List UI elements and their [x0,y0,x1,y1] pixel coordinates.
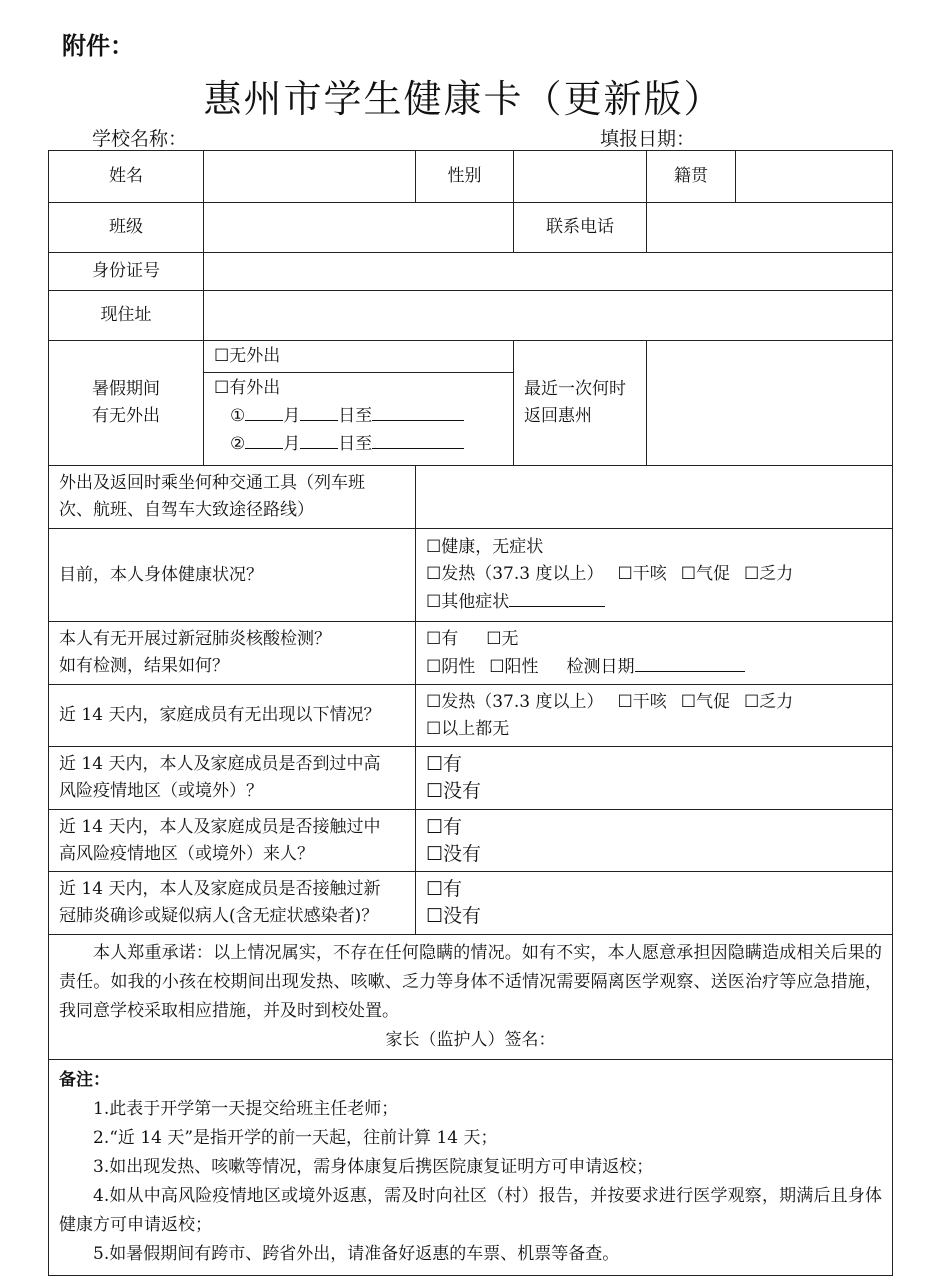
health-status-question: 目前，本人身体健康状况？ [49,529,416,622]
trip-2-prefix: ② [230,434,246,454]
risk-area-question-line2: 风险疫情地区（或境外）？ [59,781,263,801]
nucleic-test-question [49,622,416,685]
nucleic-test-question-line1: 本人有无开展过新冠肺炎核酸检测？ [59,629,331,649]
note-item: 4.如从中高风险疫情地区或境外返惠，需及时向社区（村）报告，并按要求进行医学观察，期满后且身体健康方可申请返校； [59,1186,882,1235]
risk-contact-question-line1: 近 14 天内，本人及家庭成员是否接触过中 [59,816,381,837]
note-item: 2.“近 14 天”是指开学的前一天起，往前计算 14 天； [93,1128,498,1148]
origin-field[interactable] [736,151,893,203]
note-item: 3.如出现发热、咳嗽等情况，需身体康复后携医院康复证明方可申请返校； [93,1157,654,1177]
nucleic-test-question-line2: 如有检测，结果如何？ [59,656,229,676]
summer-travel-label-line2: 有无外出 [92,406,160,426]
nucleic-test-options [416,622,893,685]
fatigue-checkbox[interactable]: ☐乏力 [744,564,794,584]
return-date-field[interactable] [647,341,893,466]
trip-2-month-label: 月 [283,434,301,454]
risk-area-yes-checkbox[interactable]: ☐有 [426,753,463,775]
positive-checkbox[interactable]: ☐阳性 [489,656,539,677]
case-contact-question [49,872,416,935]
family-symptom-options-row [426,689,886,716]
name-label: 姓名 [49,151,204,203]
trip-1-prefix: ① [230,406,246,426]
trip-1-row [214,402,513,430]
origin-label: 籍贯 [647,151,736,203]
summer-travel-label [49,341,204,466]
school-name-label: 学校名称： [92,128,188,150]
case-contact-question-line2: 冠肺炎确诊或疑似病人(含无症状感染者)？ [59,906,379,926]
risk-contact-question-line2: 高风险疫情地区（或境外）来人？ [59,843,314,864]
trip-1-month-label: 月 [283,406,301,426]
gender-label: 性别 [416,151,514,203]
family-symptoms-options [416,685,893,747]
risk-contact-question [49,810,416,872]
address-label: 现住址 [49,291,204,341]
case-contact-question-line1: 近 14 天内，本人及家庭成员是否接触过新 [59,879,381,899]
risk-area-question [49,747,416,810]
pledge-text: 本人郑重承诺：以上情况属实，不存在任何隐瞒的情况。如有不实，本人愿意承担因隐瞒造成相关后果的责任。如我的小孩在校期间出现发热、咳嗽、乏力等身体不适情况需要隔离医学观察、送医治疗等应急措施，我同意学校采取相应措施，并及时到校处置。 [59,943,882,1021]
no-travel-checkbox[interactable]: ☐无外出 [214,346,281,366]
has-travel-checkbox[interactable]: ☐有外出 [214,378,281,398]
notes-title: 备注： [59,1070,110,1090]
family-cough-checkbox[interactable]: ☐干咳 [617,691,667,712]
transport-question-line1: 外出及返回时乘坐何种交通工具（列车班 [59,473,365,493]
risk-area-question-line1: 近 14 天内，本人及家庭成员是否到过中高 [59,754,381,774]
transport-question-line2: 次、航班、自驾车大致途径路线） [59,500,314,520]
name-field[interactable] [204,151,416,203]
trip-1-day-label: 日至 [338,406,373,426]
trip-1-month-blank[interactable] [245,402,283,421]
family-fatigue-checkbox[interactable]: ☐乏力 [744,691,794,712]
trip-2-row [214,430,513,458]
transport-question [49,466,416,529]
class-label: 班级 [49,203,204,253]
summer-travel-options [204,341,514,466]
notes-section [49,1060,893,1276]
case-contact-yes-checkbox[interactable]: ☐有 [426,878,463,900]
healthy-checkbox[interactable]: ☐健康，无症状 [426,537,544,557]
gender-field[interactable] [514,151,647,203]
risk-contact-yes-checkbox[interactable]: ☐有 [426,815,463,838]
family-short-breath-checkbox[interactable]: ☐气促 [680,691,730,712]
cough-checkbox[interactable]: ☐干咳 [617,564,667,584]
test-no-checkbox[interactable]: ☐无 [486,628,519,649]
test-date-blank[interactable] [635,653,745,672]
other-symptoms-row [426,588,886,616]
trip-2-month-blank[interactable] [245,430,283,449]
other-symptoms-checkbox[interactable]: ☐其他症状 [426,592,510,612]
short-breath-checkbox[interactable]: ☐气促 [680,564,730,584]
other-symptoms-blank[interactable] [509,588,605,607]
trip-2-day-blank[interactable] [300,430,338,449]
phone-label: 联系电话 [514,203,647,253]
none-of-above-checkbox[interactable]: ☐以上都无 [426,718,510,739]
fill-date-label: 填报日期： [600,128,696,150]
summer-travel-label-line1: 暑假期间 [92,379,160,399]
trip-1-end-blank[interactable] [372,402,464,421]
class-field[interactable] [204,203,514,253]
health-status-options [416,529,893,622]
transport-answer-field[interactable] [416,466,893,529]
id-number-label: 身份证号 [49,253,204,291]
risk-area-no-checkbox[interactable]: ☐没有 [426,780,482,802]
family-symptoms-question: 近 14 天内，家庭成员有无出现以下情况？ [49,685,416,747]
trip-2-day-label: 日至 [338,434,373,454]
family-fever-checkbox[interactable]: ☐发热（37.3 度以上） [426,691,604,712]
nucleic-test-yes-no-row [426,626,886,653]
pledge-section [49,935,893,1060]
id-number-field[interactable] [204,253,893,291]
guardian-signature-label: 家长（监护人）签名： [385,1030,556,1050]
case-contact-options [416,872,893,935]
trip-2-end-blank[interactable] [372,430,464,449]
negative-checkbox[interactable]: ☐阴性 [426,656,476,677]
fever-checkbox[interactable]: ☐发热（37.3 度以上） [426,564,604,584]
address-field[interactable] [204,291,893,341]
risk-area-options [416,747,893,810]
attachment-label: 附件： [62,32,134,60]
risk-contact-options [416,810,893,872]
page-title: 惠州市学生健康卡（更新版） [203,77,724,121]
return-date-label-line1: 最近一次何时 [524,379,626,399]
case-contact-no-checkbox[interactable]: ☐没有 [426,905,482,927]
return-date-label [514,341,647,466]
test-yes-checkbox[interactable]: ☐有 [426,628,459,649]
trip-1-day-blank[interactable] [300,402,338,421]
note-item: 1.此表于开学第一天提交给班主任老师； [93,1099,399,1119]
nucleic-test-result-row [426,653,886,681]
phone-field[interactable] [647,203,893,253]
symptom-options-row [426,561,886,588]
test-date-label: 检测日期 [566,656,635,677]
return-date-label-line2: 返回惠州 [524,406,592,426]
risk-contact-no-checkbox[interactable]: ☐没有 [426,842,482,865]
note-item: 5.如暑假期间有跨市、跨省外出，请准备好返惠的车票、机票等备查。 [93,1244,620,1264]
health-card-form [48,150,893,1276]
